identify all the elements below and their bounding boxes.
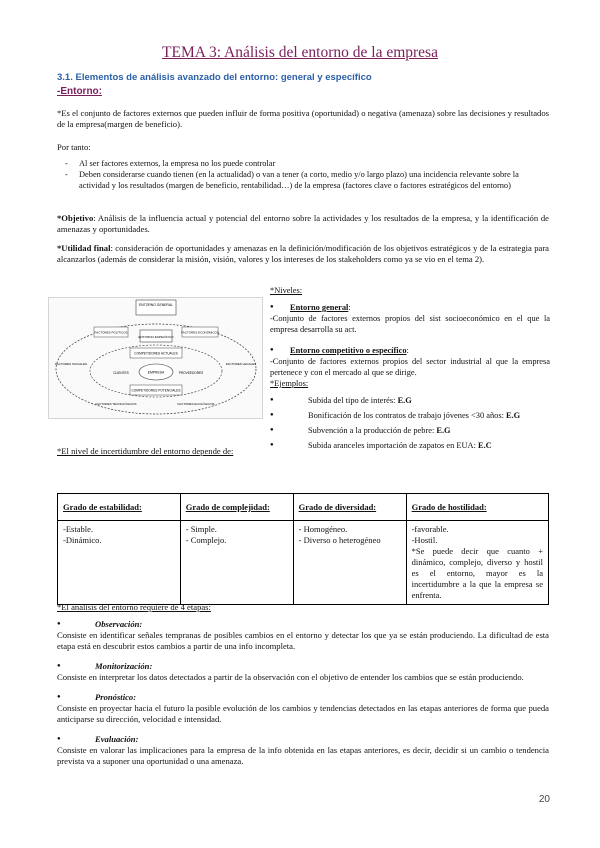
nivel-general-title: Entorno general xyxy=(290,303,349,312)
nivel-especifico-text: -Conjunto de factores externos propios del sector industrial al que la empresa pertenece y con el mercado al que se dirige. xyxy=(270,357,550,377)
table-header: Grado de complejidad: xyxy=(180,494,293,521)
etapa-text: Consiste en proyectar hacia el futuro la posible evolución de los cambios y tendencias detectados en las etapas anteriores de forma que pueda anticiparse su dirección, velocidad e intensidad. xyxy=(57,703,549,724)
niveles-section xyxy=(270,285,550,451)
etapa-text: Consiste en valorar las implicaciones para la empresa de la info obtenida en las etapas anteriores, es decir, decidir si un cambio o tendencia prevista va a suponer una oportunidad o una amenaza. xyxy=(57,745,549,766)
tecnologicos-label: FACTORES TECNOLÓGICOS xyxy=(95,402,137,406)
etapa-title: ● Pronóstico: xyxy=(57,692,549,703)
table-row xyxy=(58,521,549,605)
por-tanto-label: Por tanto: xyxy=(57,142,91,152)
page-number: 20 xyxy=(538,794,550,805)
ejemplo-tag: E.G xyxy=(436,426,451,435)
competidores-potenciales-label: COMPETIDORES POTENCIALES xyxy=(131,388,181,393)
etapa-title: ● Evaluación: xyxy=(57,734,549,745)
etapa-text: Consiste en interpretar los datos detectados a partir de la observación con el objetivo de entender los cambios que se están produciendo. xyxy=(57,672,524,682)
entorno-definition: *Es el conjunto de factores externos que pueden influir de forma positiva (oportunidad) o negativa (amenaza) sobre las decisiones y resultados de la empresa(margen de beneficio). xyxy=(57,108,549,129)
especifico-label: ENTORNO ESPECÍFICO xyxy=(138,335,174,339)
ejemplo-tag: E.C xyxy=(478,441,492,450)
analisis-heading: *El análisis del entorno requiere de 4 etapas: xyxy=(57,602,211,612)
por-tanto-list xyxy=(57,158,549,191)
general-label: ENTORNO GENERAL xyxy=(138,303,174,307)
nivel-especifico-title: Entorno competitivo o específico xyxy=(290,346,407,355)
sociales-label: FACTORES SOCIALES xyxy=(55,362,87,366)
niveles-heading: *Niveles: xyxy=(270,286,303,295)
empresa-label: EMPRESA xyxy=(147,370,165,375)
uncertainty-table xyxy=(57,493,549,605)
environment-diagram xyxy=(48,297,263,419)
ejemplo-text: Subvención a la producción de pebre: xyxy=(308,426,437,435)
table-cell: - Homogéneo. - Diverso o heterogéneo xyxy=(293,521,406,605)
table-header: Grado de diversidad: xyxy=(293,494,406,521)
economicos-label: FACTORES ECONÓMICOS xyxy=(181,330,219,335)
nivel-general-item: ● Entorno general: xyxy=(270,302,550,313)
section-heading: 3.1. Elementos de análisis avanzado del entorno: general y específico xyxy=(57,72,372,83)
incertidumbre-heading: *El nivel de incertidumbre del entorno depende de: xyxy=(57,446,234,456)
etapas-list xyxy=(57,619,549,767)
page-title: TEMA 3: Análisis del entorno de la empresa xyxy=(162,44,438,61)
clientes-label: CLIENTES xyxy=(113,371,129,375)
table-header: Grado de estabilidad: xyxy=(58,494,181,521)
ejemplo-item xyxy=(270,395,550,406)
utilidad-text: : consideración de oportunidades y amenazas en la definición/modificación de los objetivos estratégicos y de la estrategia para alcanzarlos (además de considerar la misión, visión, valores y los intereses de los stakeholders como ya se vio en el tema 2). xyxy=(57,243,549,264)
objetivo-label: *Objetivo xyxy=(57,213,94,223)
nivel-general-text: -Conjunto de factores externos propios del sist socioeconómico en el que la empresa desarrolla su act. xyxy=(270,314,550,334)
etapa-text: Consiste en identificar señales tempranas de posibles cambios en el entorno y detectar los que ya se están produciendo. La dificultad de esta etapa está en descubrir estos cambios a partir de una info incompleta. xyxy=(57,630,549,651)
utilidad-label: *Utilidad final xyxy=(57,243,111,253)
ejemplo-item xyxy=(270,425,550,436)
ejemplo-text: Bonificación de los contratos de trabajo jóvenes <30 años: xyxy=(308,411,506,420)
ejemplos-heading: *Ejemplos: xyxy=(270,379,309,388)
ejemplo-item xyxy=(270,410,550,421)
list-item: - Al ser factores externos, la empresa no los puede controlar xyxy=(57,158,549,169)
competidores-actuales-label: COMPETIDORES ACTUALES xyxy=(134,351,178,356)
utilidad-paragraph xyxy=(57,243,549,265)
ejemplo-tag: E.G xyxy=(506,411,521,420)
objetivo-text: : Análisis de la influencia actual y potencial del entorno sobre la actividades y los resultados de la empresa, y la identificación de amenazas y oportunidades. xyxy=(57,213,549,234)
table-cell: -Estable. -Dinámico. xyxy=(58,521,181,605)
entorno-heading: -Entorno: xyxy=(57,86,102,97)
etapa-title: ● Observación: xyxy=(57,619,549,630)
table-cell: - Simple. - Complejo. xyxy=(180,521,293,605)
ejemplo-tag: E.G xyxy=(397,396,412,405)
ecologicos-label: FACTORES ECOLÓGICOS xyxy=(177,402,215,406)
nivel-especifico-item: ● Entorno competitivo o específico: xyxy=(270,345,550,356)
table-header-row xyxy=(58,494,549,521)
proveedores-label: PROVEEDORES xyxy=(178,371,204,375)
table-header: Grado de hostilidad: xyxy=(406,494,548,521)
objetivo-paragraph xyxy=(57,213,549,235)
etapa-title: ● Monitorización: xyxy=(57,661,549,672)
politicos-label: FACTORES POLÍTICOS xyxy=(94,330,128,335)
ejemplo-text: Subida aranceles importación de zapatos en EUA: xyxy=(308,441,478,450)
list-item: - Deben considerarse cuando tienen (en la actualidad) o van a tener (a corto, medio y/o largo plazo) una incidencia relevante sobre la actividad y los resultados (margen de beneficio, rentabilidad…) de la empresa (factores clave o factores estratégicos del entorno) xyxy=(57,169,549,191)
table-cell: -favorable. -Hostil. *Se puede decir que cuanto + dinámico, complejo, diverso y hostil es el entorno, mayor es la incertidumbre a la que la empresa se enfrenta. xyxy=(406,521,548,605)
legales-label: FACTORES LEGALES xyxy=(225,362,257,366)
ejemplo-text: Subida del tipo de interés: xyxy=(308,396,398,405)
